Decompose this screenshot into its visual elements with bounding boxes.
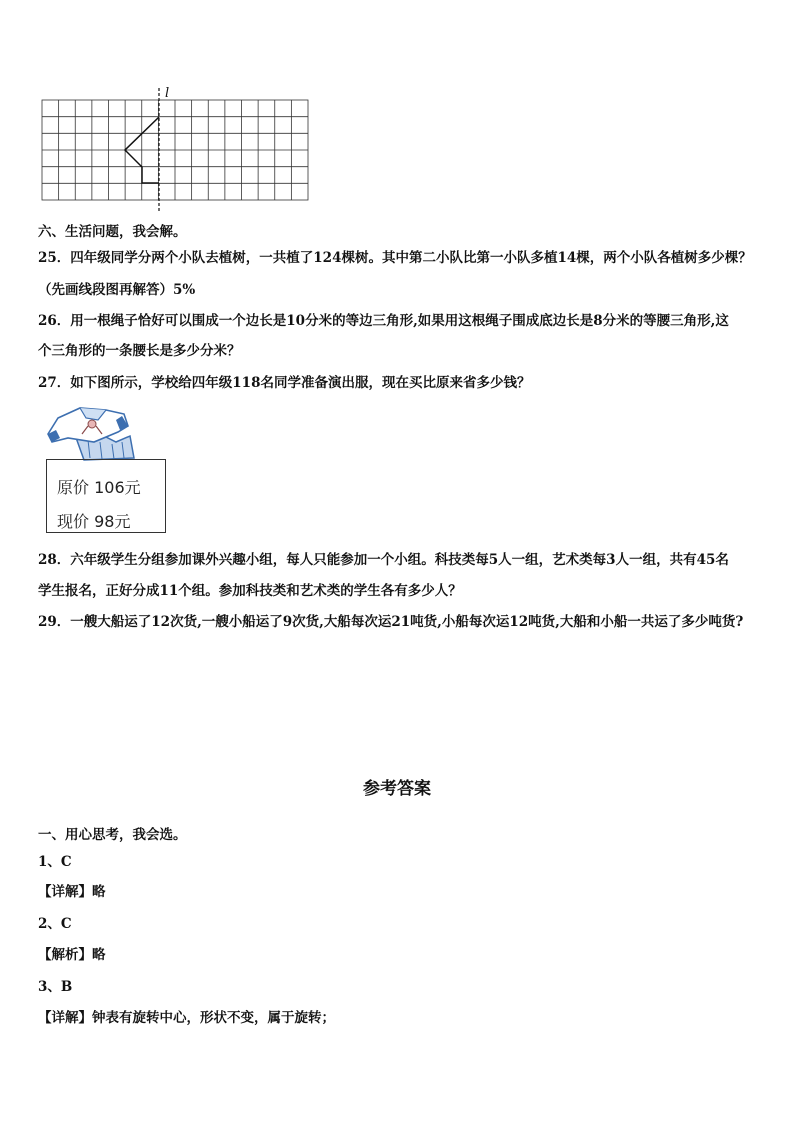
- section-6-heading: 六、生活问题，我会解。: [38, 224, 187, 240]
- current-price: 现价 98元: [57, 512, 131, 531]
- answers-section-1-heading: 一、用心思考，我会选。: [38, 827, 187, 843]
- grid-lines: [42, 100, 308, 200]
- question-25-line-2: （先画线段图再解答）5%: [38, 282, 196, 298]
- question-27-line-1: 27．如下图所示，学校给四年级118名同学准备演出服，现在买比原来省多少钱？: [38, 375, 531, 391]
- grid-figure: [38, 86, 314, 216]
- uniform-illustration: [44, 402, 144, 462]
- axis-label: l: [165, 86, 170, 101]
- answer-2-detail: 【解析】略: [38, 947, 106, 963]
- question-25-line-1: 25．四年级同学分两个小队去植树，一共植了124棵树。其中第二小队比第一小队多植14棵，两个小队各植树多少棵？: [38, 250, 752, 266]
- answer-title: 参考答案: [363, 779, 431, 799]
- answer-1-detail: 【详解】略: [38, 884, 106, 900]
- original-price: 原价 106元: [57, 478, 141, 497]
- answer-3: 3、B: [38, 979, 73, 995]
- question-26-line-1: 26．用一根绳子恰好可以围成一个边长是10分米的等边三角形,如果用这根绳子围成底边长是8分米的等腰三角形,这: [38, 313, 729, 329]
- question-28-line-2: 学生报名，正好分成11个组。参加科技类和艺术类的学生各有多少人？: [38, 583, 462, 599]
- price-box: [46, 459, 166, 533]
- answer-3-detail: 【详解】钟表有旋转中心，形状不变，属于旋转；: [38, 1010, 335, 1026]
- question-29-line-1: 29．一艘大船运了12次货,一艘小船运了9次货,大船每次运21吨货,小船每次运12吨货,大船和小船一共运了多少吨货?: [38, 614, 744, 630]
- answer-2: 2、C: [38, 916, 72, 932]
- question-26-line-2: 个三角形的一条腰长是多少分米？: [38, 343, 241, 359]
- answer-1: 1、C: [38, 854, 72, 870]
- question-28-line-1: 28．六年级学生分组参加课外兴趣小组，每人只能参加一个小组。科技类每5人一组，艺术类每3人一组，共有45名: [38, 552, 729, 568]
